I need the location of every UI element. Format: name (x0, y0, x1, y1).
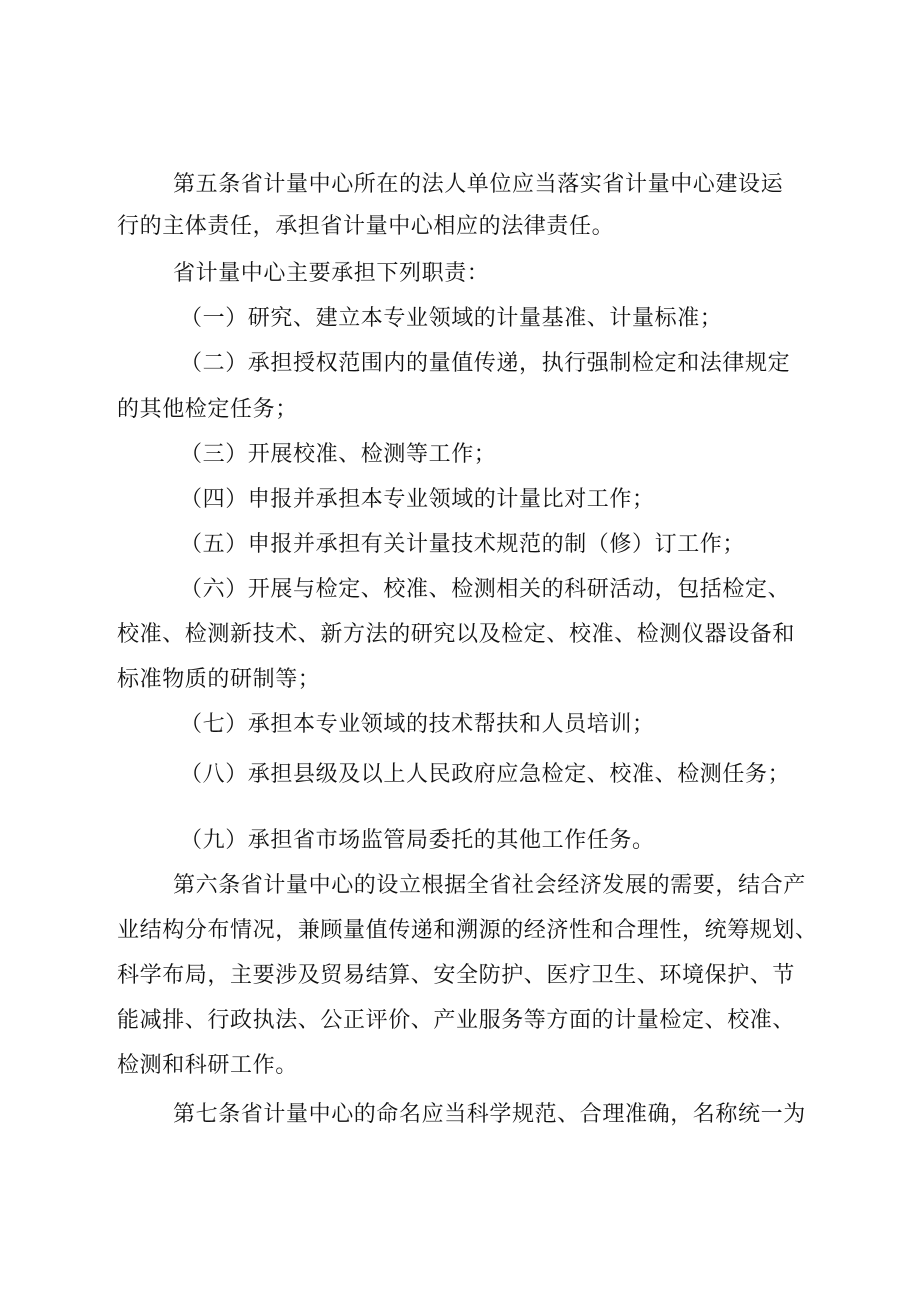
duty-7: （七）承担本专业领域的技术帮扶和人员培训； (180, 712, 655, 737)
article-5-line-2: 行的主体责任，承担省计量中心相应的法律责任。 (117, 214, 615, 239)
duty-6-line-1: （六）开展与检定、校准、检测相关的科研活动，包括检定、 (180, 577, 791, 602)
duty-5: （五）申报并承担有关计量技术规范的制（修）订工作； (180, 532, 746, 557)
article-6-line-3: 科学布局，主要涉及贸易结算、安全防护、医疗卫生、环境保护、节 (117, 963, 796, 988)
article-5-line-1: 第五条省计量中心所在的法人单位应当落实省计量中心建设运 (173, 172, 784, 197)
duty-2-line-2: 的其他检定任务； (117, 397, 298, 422)
duties-intro: 省计量中心主要承担下列职责： (173, 261, 490, 286)
duty-6-line-3: 标准物质的研制等； (117, 667, 321, 692)
duty-4: （四）申报并承担本专业领域的计量比对工作； (180, 487, 655, 512)
duty-2-line-1: （二）承担授权范围内的量值传递，执行强制检定和法律规定 (180, 351, 791, 376)
article-6-line-2: 业结构分布情况，兼顾量值传递和溯源的经济性和合理性，统筹规划、 (117, 918, 818, 943)
article-7-line-1: 第七条省计量中心的命名应当科学规范、合理准确，名称统一为 (173, 1102, 806, 1127)
article-6-line-4: 能减排、行政执法、公正评价、产业服务等方面的计量检定、校准、 (117, 1008, 796, 1033)
article-6-line-5: 检测和科研工作。 (117, 1053, 298, 1078)
duty-9: （九）承担省市场监管局委托的其他工作任务。 (180, 828, 655, 853)
duty-3: （三）开展校准、检测等工作； (180, 442, 497, 467)
article-6-line-1: 第六条省计量中心的设立根据全省社会经济发展的需要，结合产 (173, 873, 806, 898)
duty-1: （一）研究、建立本专业领域的计量基准、计量标准； (180, 306, 723, 331)
duty-8: （八）承担县级及以上人民政府应急检定、校准、检测任务； (180, 762, 791, 787)
duty-6-line-2: 校准、检测新技术、新方法的研究以及检定、校准、检测仪器设备和 (117, 622, 796, 647)
